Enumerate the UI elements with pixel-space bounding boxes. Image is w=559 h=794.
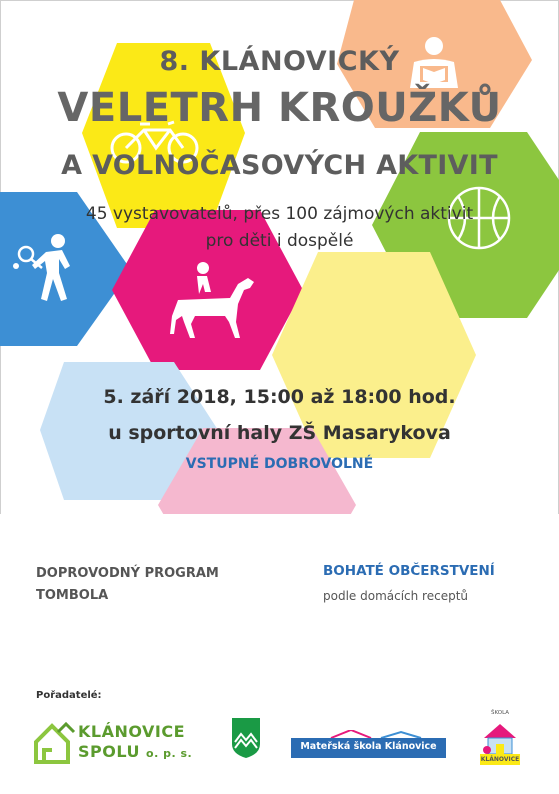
title-line-3: A VOLNOČASOVÝCH AKTIVIT	[61, 150, 498, 181]
program-line-2: TOMBOLA	[36, 588, 109, 603]
spolu-suffix: o. p. s.	[146, 747, 193, 760]
subtitle-line-2: pro děti i dospělé	[205, 231, 354, 251]
event-place: u sportovní haly ZŠ Masarykova	[108, 422, 451, 444]
subtitle-line-1: 45 vystavovatelů, přes 100 zájmových aktivit	[85, 204, 474, 224]
spolu-name: SPOLU	[78, 742, 140, 761]
event-entry-fee: VSTUPNÉ DOBROVOLNÉ	[185, 456, 374, 472]
materska-skola-name: Mateřská škola Klánovice	[300, 741, 437, 752]
skola-logo-bottom: KLÁNOVICE	[480, 756, 520, 763]
title-line-1: 8. KLÁNOVICKÝ	[159, 46, 400, 77]
skola-logo-top: ŠKOLA	[490, 710, 510, 716]
program-block	[36, 563, 219, 607]
organizers-label: Pořadatelé:	[36, 690, 102, 701]
spolu-name-line-1: KLÁNOVICE	[78, 722, 186, 741]
refreshments-title: BOHATÉ OBČERSTVENÍ	[323, 563, 495, 579]
program-line-1: DOPROVODNÝ PROGRAM	[36, 566, 219, 581]
klanovice-shield-icon	[232, 718, 260, 758]
event-datetime: 5. září 2018, 15:00 až 18:00 hod.	[103, 386, 456, 408]
refreshments-detail: podle domácích receptů	[323, 589, 469, 603]
spolu-name-line-2	[78, 742, 192, 761]
title-line-2: VELETRH KROUŽKŮ	[57, 85, 502, 131]
